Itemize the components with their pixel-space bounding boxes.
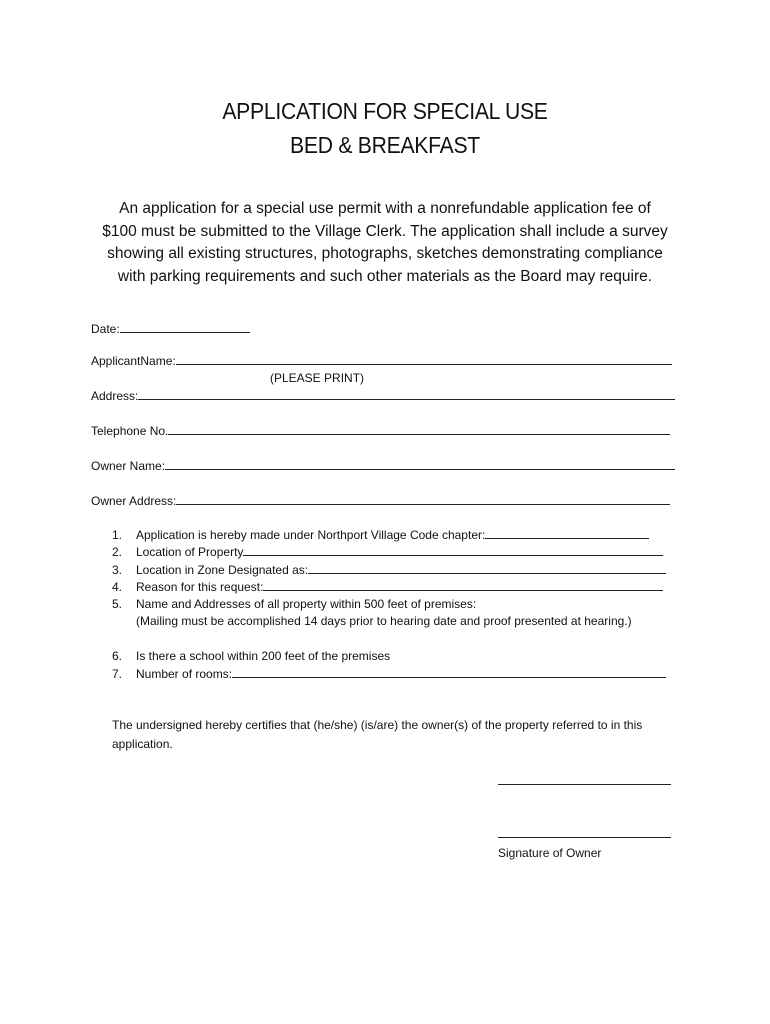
intro-paragraph bbox=[60, 198, 710, 288]
intro-line-2: $100 must be submitted to the Village Clerk. The application shall include a survey bbox=[102, 222, 668, 240]
certification-statement: The undersigned hereby certifies that (he/she) (is/are) the owner(s) of the property referred to in this application. bbox=[112, 718, 643, 751]
list-item[interactable] bbox=[112, 527, 649, 542]
form-title-line-1: APPLICATION FOR SPECIAL USE bbox=[222, 98, 548, 124]
list-item-number: 7. bbox=[112, 667, 123, 681]
list-item[interactable] bbox=[112, 562, 666, 577]
signature-line[interactable] bbox=[498, 773, 671, 785]
list-item-number: 4. bbox=[112, 580, 123, 594]
date-label: Date: bbox=[91, 322, 120, 336]
signature-line[interactable] bbox=[498, 826, 671, 838]
list-item-number: 5. bbox=[112, 597, 123, 611]
list-item-label: Location in Zone Designated as: bbox=[136, 563, 309, 577]
list-item[interactable] bbox=[112, 666, 666, 681]
owner-name-line[interactable] bbox=[165, 458, 675, 470]
list-item-number: 6. bbox=[112, 649, 123, 663]
request-reason-line[interactable] bbox=[263, 579, 663, 591]
list-item-label: Number of rooms: bbox=[136, 667, 233, 681]
applicant-name-line[interactable] bbox=[176, 353, 672, 365]
list-item-label: Location of Property bbox=[136, 545, 244, 559]
owner-name-field[interactable] bbox=[91, 458, 681, 473]
address-label: Address: bbox=[91, 389, 139, 403]
date-field[interactable] bbox=[91, 321, 681, 336]
list-item-label: Reason for this request: bbox=[136, 580, 264, 594]
list-item-label: Name and Addresses of all property within 500 feet of premises: bbox=[136, 597, 477, 611]
intro-line-4: with parking requirements and such other materials as the Board may require. bbox=[117, 267, 653, 285]
address-field[interactable] bbox=[91, 388, 681, 403]
property-location-line[interactable] bbox=[243, 544, 663, 556]
applicant-name-field[interactable] bbox=[91, 353, 681, 368]
owner-address-label: Owner Address: bbox=[91, 494, 177, 508]
telephone-field[interactable] bbox=[91, 423, 681, 438]
telephone-line[interactable] bbox=[168, 423, 670, 435]
owner-address-field[interactable] bbox=[91, 493, 681, 508]
telephone-label: Telephone No. bbox=[91, 424, 169, 438]
list-item-label: Is there a school within 200 feet of the premises bbox=[136, 649, 391, 663]
rooms-count-line[interactable] bbox=[232, 666, 666, 678]
intro-line-1: An application for a special use permit with a nonrefundable application fee of bbox=[119, 200, 651, 217]
signature-line-1[interactable] bbox=[498, 773, 673, 788]
list-item-label: Application is hereby made under Northport Village Code chapter: bbox=[136, 528, 486, 542]
list-item-number: 3. bbox=[112, 563, 123, 577]
list-item bbox=[112, 649, 390, 663]
form-title-line-2: BED & BREAKFAST bbox=[290, 132, 480, 158]
date-line[interactable] bbox=[120, 321, 250, 333]
list-item-number: 2. bbox=[112, 545, 123, 559]
mailing-note: (Mailing must be accomplished 14 days prior to hearing date and proof presented at hearing.) bbox=[136, 614, 632, 628]
intro-line-3: showing all existing structures, photographs, sketches demonstrating compliance bbox=[107, 245, 663, 262]
signature-label: Signature of Owner bbox=[498, 846, 602, 860]
list-item[interactable] bbox=[112, 544, 663, 559]
zone-designation-line[interactable] bbox=[308, 562, 666, 574]
code-chapter-line[interactable] bbox=[485, 527, 649, 539]
list-item bbox=[112, 597, 476, 611]
please-print-hint: (PLEASE PRINT) bbox=[270, 371, 365, 385]
applicant-name-label: ApplicantName: bbox=[91, 354, 176, 368]
owner-signature-block[interactable] bbox=[498, 826, 673, 860]
list-item-number: 1. bbox=[112, 528, 123, 542]
list-item[interactable] bbox=[112, 579, 663, 594]
owner-address-line[interactable] bbox=[176, 493, 670, 505]
owner-name-label: Owner Name: bbox=[91, 459, 166, 473]
address-line[interactable] bbox=[138, 388, 675, 400]
